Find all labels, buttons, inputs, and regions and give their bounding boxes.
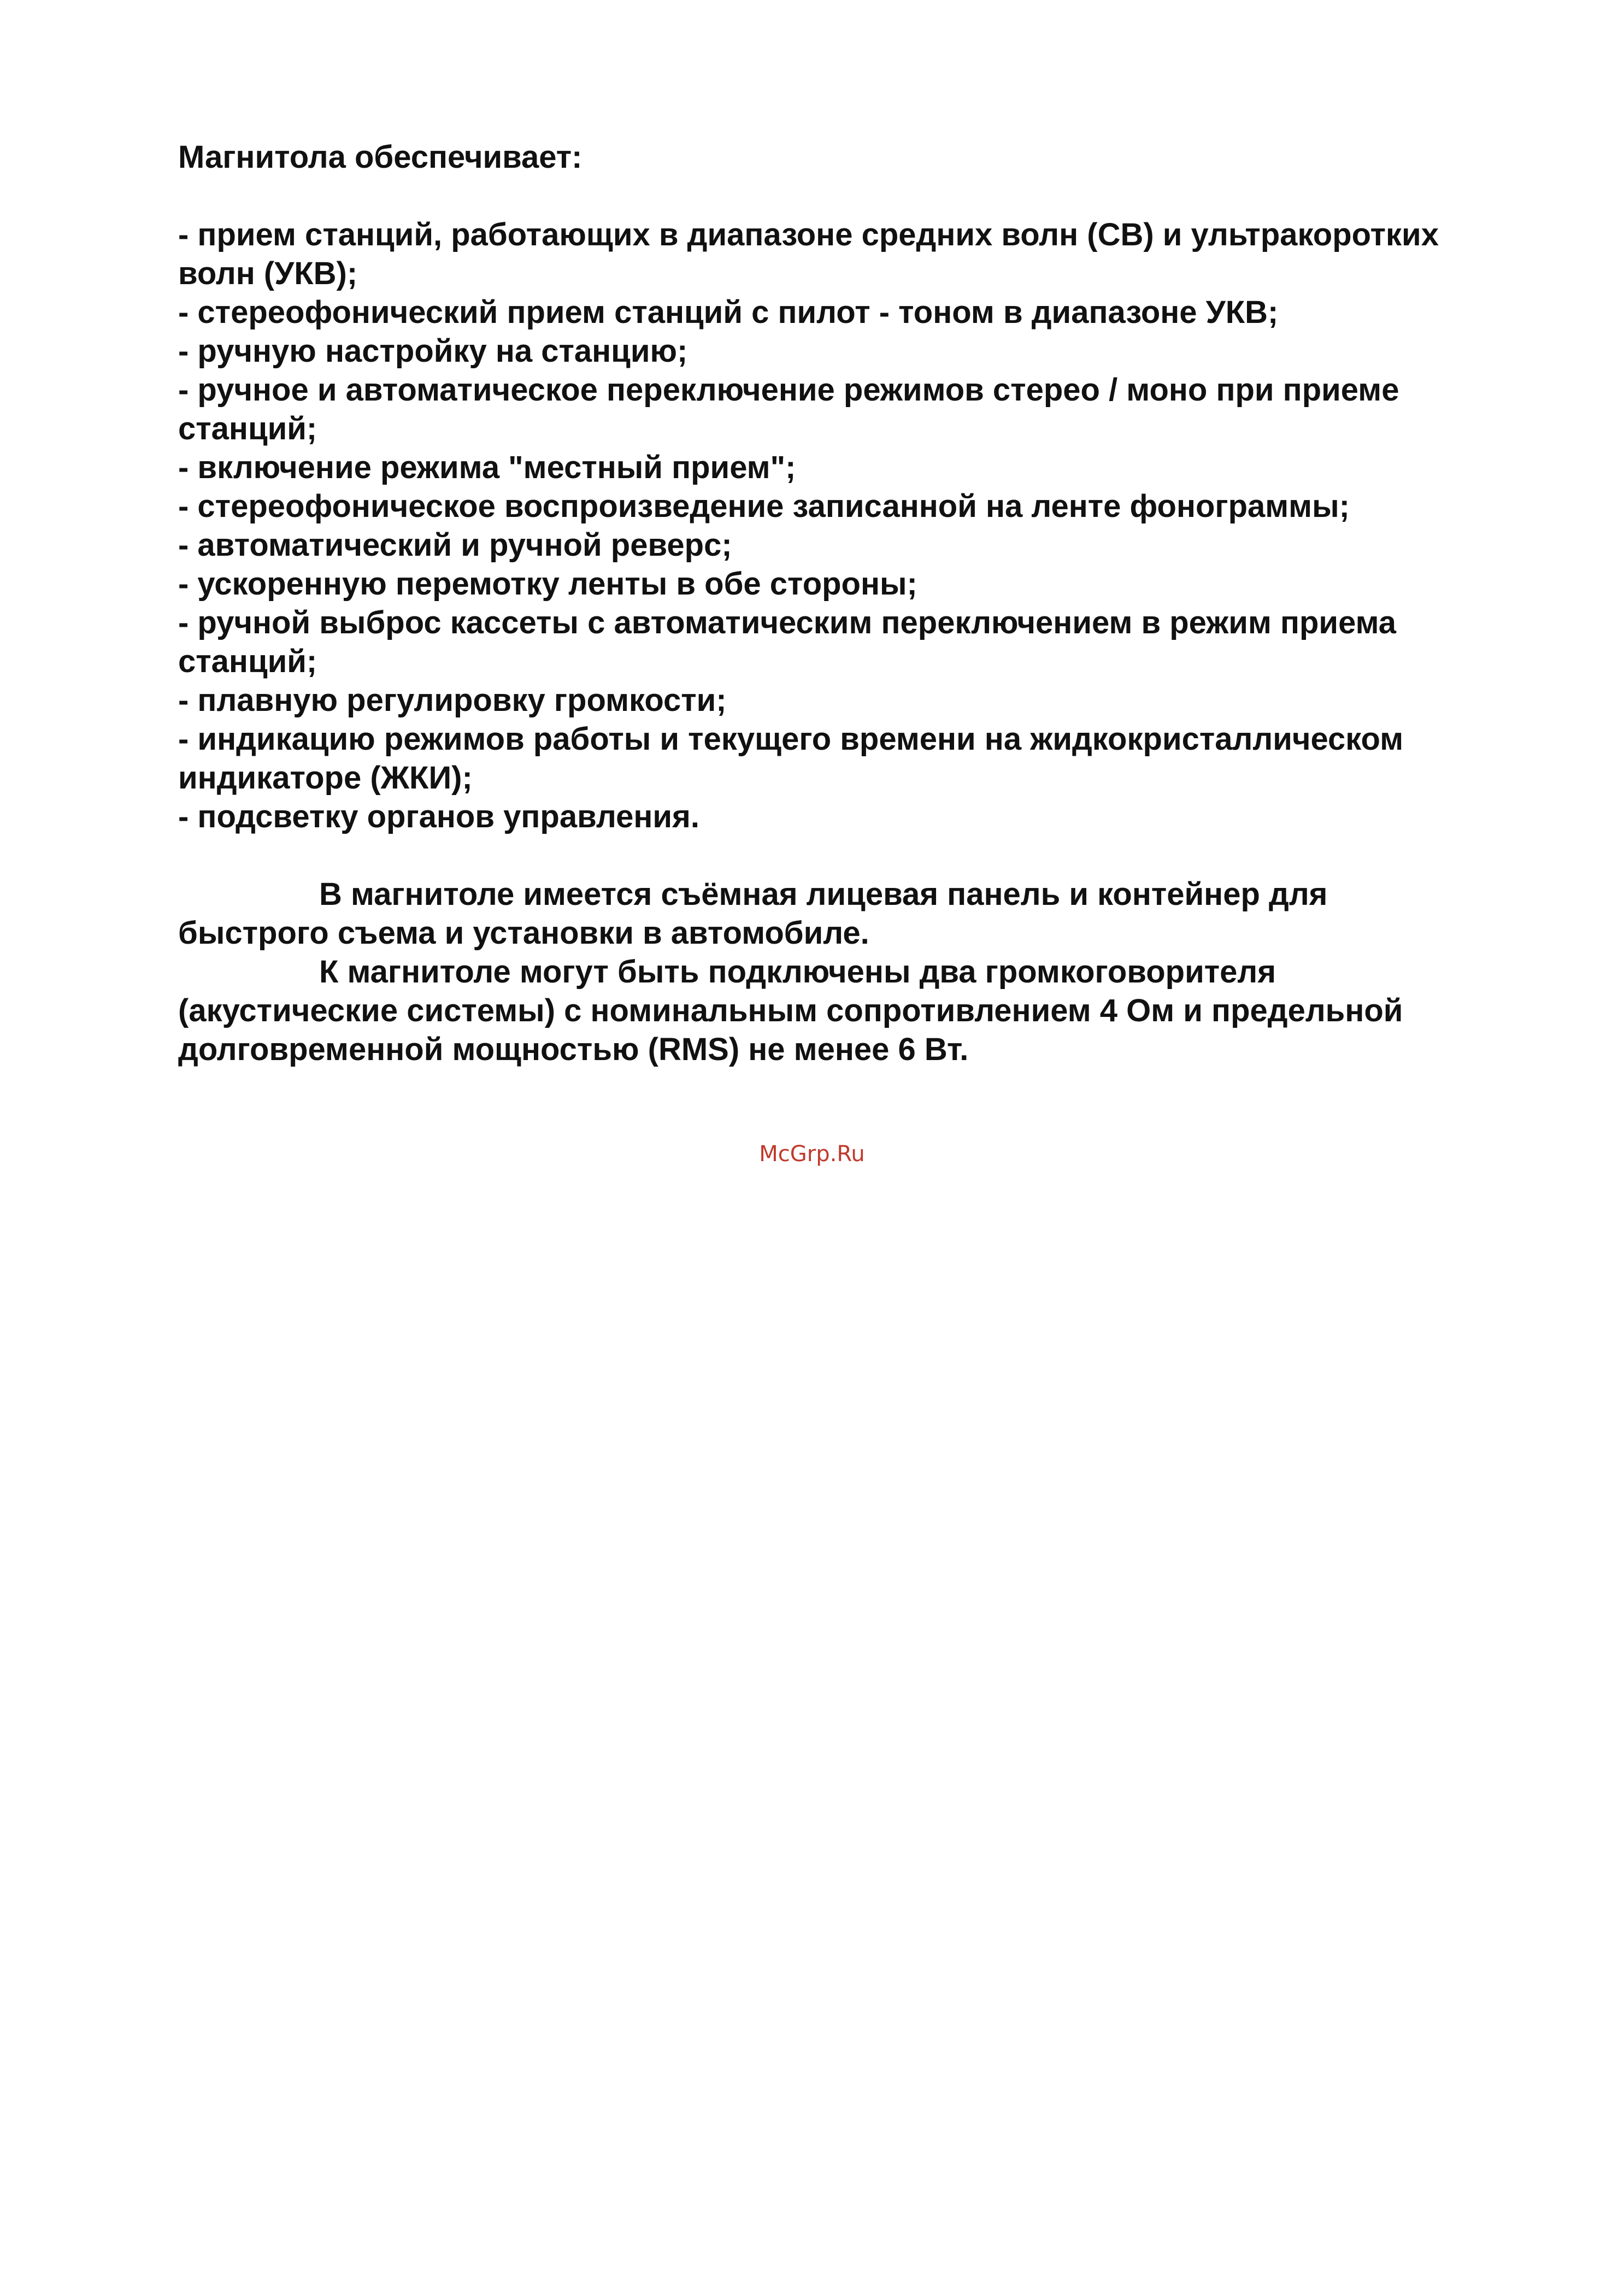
section-heading: Магнитола обеспечивает: — [178, 139, 582, 175]
paragraph-front-panel: В магнитоле имеется съёмная лицевая панель и контейнер для быстрого съема и установки в автомобиле. — [178, 876, 1328, 951]
list-item: - ручное и автоматическое переключение режимов стерео / моно при приеме станций; — [178, 372, 1399, 446]
document-body — [178, 138, 1457, 1069]
list-item: - подсветку органов управления. — [178, 799, 699, 834]
list-item: - плавную регулировку громкости; — [178, 682, 727, 718]
list-item: - стереофоническое воспроизведение записанной на ленте фонограммы; — [178, 489, 1350, 524]
list-item: - ручную настройку на станцию; — [178, 333, 688, 369]
list-item: - автоматический и ручной реверс; — [178, 527, 732, 563]
watermark-text: McGrp.Ru — [759, 1141, 865, 1167]
list-item: - ускоренную перемотку ленты в обе стороны; — [178, 566, 917, 602]
body-paragraphs — [178, 875, 1457, 1069]
paragraph-speakers: К магнитоле могут быть подключены два громкоговорителя (акустические системы) с номинальным сопротивлением 4 Ом и предельной долговременной мощностью (RMS) не менее 6 Вт. — [178, 954, 1403, 1067]
list-item: - включение режима "местный прием"; — [178, 450, 796, 485]
list-item: - ручной выброс кассеты с автоматическим переключением в режим приема станций; — [178, 605, 1396, 679]
list-item: - стереофонический прием станций с пилот - тоном в диапазоне УКВ; — [178, 295, 1279, 330]
list-item: - прием станций, работающих в диапазоне средних волн (СВ) и ультракоротких волн (УКВ); — [178, 217, 1439, 291]
list-item: - индикацию режимов работы и текущего времени на жидкокристаллическом индикаторе (ЖКИ); — [178, 721, 1404, 796]
feature-list — [178, 215, 1457, 836]
